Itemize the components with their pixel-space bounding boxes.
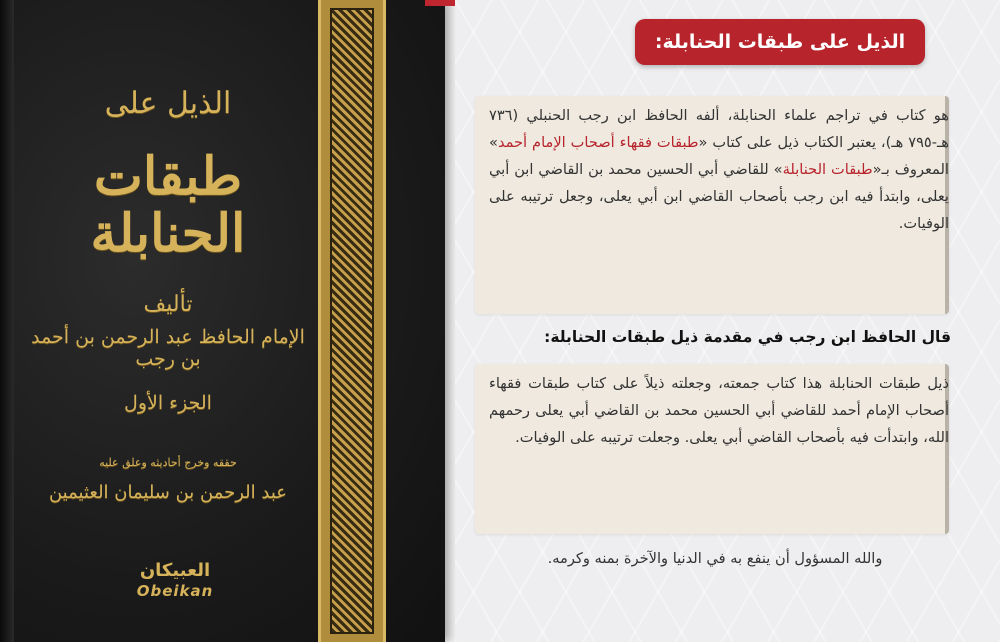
- section-header: الذيل على طبقات الحنابلة:: [635, 19, 925, 65]
- info-panel: [455, 0, 1000, 642]
- book-cover: [0, 0, 445, 642]
- publisher-name-english: Obeikan: [136, 582, 214, 600]
- desc-highlight-2: طبقات الحنابلة: [782, 161, 873, 178]
- book-editor: عبد الرحمن بن سليمان العثيمين: [48, 482, 288, 503]
- author-heading: تأليف: [143, 292, 193, 317]
- editor-heading: حققه وخرج أحاديثه وعلق عليه: [99, 456, 237, 469]
- quote-paragraph: ذيل طبقات الحنابلة هذا كتاب جمعته، وجعلته ذيلاً على كتاب طبقات فقهاء أصحاب الإمام أحمد للقاضي أبي الحسين محمد بن القاضي أبي يعلى رحمهم الله، وابتدأت فيه بأصحاب القاضي أبي يعلى. وجعلت ترتيبه على الوفيات.: [489, 375, 949, 446]
- publisher-name-arabic: العبيكان: [139, 560, 211, 581]
- ornamental-gold-band: [318, 0, 386, 642]
- closing-prayer: والله المسؤول أن ينفع به في الدنيا والآخرة بمنه وكرمه.: [547, 550, 883, 567]
- book-title-top: الذيل على: [104, 86, 232, 121]
- book-spine-edge: [0, 0, 14, 642]
- desc-text-b: » المعروف بـ«: [489, 134, 949, 178]
- quote-heading: قال الحافظ ابن رجب في مقدمة ذيل طبقات الحنابلة:: [544, 328, 951, 346]
- publisher-logo: [120, 560, 230, 606]
- desc-highlight-1: طبقات فقهاء أصحاب الإمام أحمد: [497, 134, 699, 151]
- red-corner-accent: [425, 0, 455, 6]
- description-paragraph: [489, 102, 949, 237]
- ornament-pattern: [330, 8, 374, 634]
- book-title-main: طبقات الحنابلة: [90, 146, 246, 265]
- desc-text-c: » للقاضي أبي الحسين محمد بن القاضي ابن أبي يعلى، وابتدأ فيه ابن رجب بأصحاب القاضي ابن أبي يعلى، وجعل ترتيبه على الوفيات.: [489, 161, 949, 232]
- book-author: الإمام الحافظ عبد الرحمن بن أحمد بن رجب: [31, 326, 305, 370]
- desc-text-a: هو كتاب في تراجم علماء الحنابلة، ألفه الحافظ ابن رجب الحنبلي (٧٣٦ هـ-٧٩٥ هـ)، يعتبر الكتاب ذيل على كتاب «: [489, 107, 949, 151]
- book-volume: الجزء الأول: [124, 392, 212, 414]
